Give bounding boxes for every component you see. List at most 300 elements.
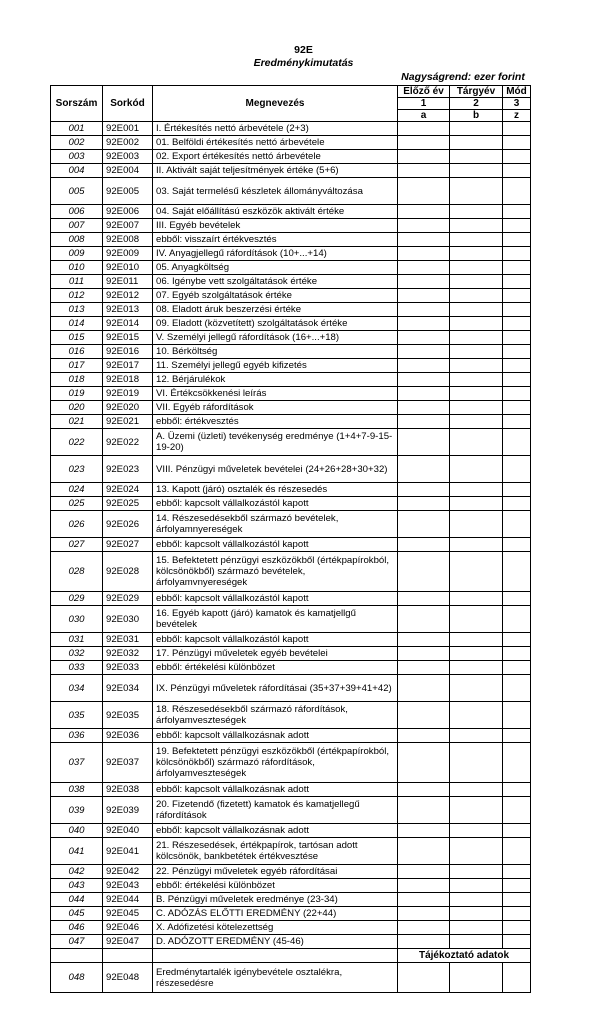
value-current-year-cell[interactable] xyxy=(450,538,503,552)
row-description: 22. Pénzügyi műveletek egyéb ráfordításai xyxy=(153,865,398,879)
row-number: 011 xyxy=(51,275,103,289)
row-description: 10. Bérköltség xyxy=(153,345,398,359)
table-row xyxy=(51,675,531,702)
value-previous-year-cell[interactable] xyxy=(398,415,450,429)
value-previous-year-cell[interactable] xyxy=(398,907,450,921)
table-row xyxy=(51,289,531,303)
value-previous-year-cell[interactable] xyxy=(398,178,450,205)
table-row xyxy=(51,219,531,233)
header-row-1 xyxy=(51,86,531,98)
value-mode-cell[interactable] xyxy=(503,743,531,783)
row-number: 036 xyxy=(51,729,103,743)
row-description: ebből: kapcsolt vállalkozásnak adott xyxy=(153,729,398,743)
row-description: VII. Egyéb ráfordítások xyxy=(153,401,398,415)
value-mode-cell[interactable] xyxy=(503,935,531,949)
value-previous-year-cell[interactable] xyxy=(398,552,450,592)
row-number: 023 xyxy=(51,456,103,483)
row-description: IX. Pénzügyi műveletek ráfordításai (35+37+39+41+42) xyxy=(153,675,398,702)
value-current-year-cell[interactable] xyxy=(450,150,503,164)
value-mode-cell[interactable] xyxy=(503,178,531,205)
row-description: VIII. Pénzügyi műveletek bevételei (24+26+28+30+32) xyxy=(153,456,398,483)
value-mode-cell[interactable] xyxy=(503,261,531,275)
value-current-year-cell[interactable] xyxy=(450,963,503,993)
table-row xyxy=(51,552,531,592)
value-mode-cell[interactable] xyxy=(503,661,531,675)
row-description: 17. Pénzügyi műveletek egyéb bevételei xyxy=(153,647,398,661)
row-description: II. Aktivált saját teljesítmények értéke (5+6) xyxy=(153,164,398,178)
value-mode-cell[interactable] xyxy=(503,865,531,879)
value-current-year-cell[interactable] xyxy=(450,415,503,429)
value-current-year-cell[interactable] xyxy=(450,661,503,675)
row-code: 92E042 xyxy=(103,865,153,879)
header-col-previous-year: Előző év xyxy=(398,86,450,98)
row-description: 19. Befektetett pénzügyi eszközökből (értékpapírokból, kölcsönökből) származó ráfordítások, árfolyamveszteségek xyxy=(153,743,398,783)
value-current-year-cell[interactable] xyxy=(450,743,503,783)
row-description: B. Pénzügyi műveletek eredménye (23-34) xyxy=(153,893,398,907)
table-row xyxy=(51,303,531,317)
table-row xyxy=(51,797,531,824)
value-mode-cell[interactable] xyxy=(503,247,531,261)
value-previous-year-cell[interactable] xyxy=(398,497,450,511)
value-previous-year-cell[interactable] xyxy=(398,865,450,879)
row-code: 92E014 xyxy=(103,317,153,331)
value-previous-year-cell[interactable] xyxy=(398,429,450,456)
row-number: 040 xyxy=(51,824,103,838)
row-code: 92E023 xyxy=(103,456,153,483)
row-code: 92E036 xyxy=(103,729,153,743)
value-current-year-cell[interactable] xyxy=(450,303,503,317)
table-row xyxy=(51,401,531,415)
header-megnevezes: Megnevezés xyxy=(153,86,398,122)
row-description: ebből: értékelési különbözet xyxy=(153,879,398,893)
value-previous-year-cell[interactable] xyxy=(398,702,450,729)
value-mode-cell[interactable] xyxy=(503,824,531,838)
table-row xyxy=(51,921,531,935)
value-previous-year-cell[interactable] xyxy=(398,205,450,219)
row-description: 06. Igénybe vett szolgáltatások értéke xyxy=(153,275,398,289)
table-row xyxy=(51,963,531,993)
value-previous-year-cell[interactable] xyxy=(398,592,450,606)
row-number: 038 xyxy=(51,783,103,797)
row-number: 021 xyxy=(51,415,103,429)
value-previous-year-cell[interactable] xyxy=(398,275,450,289)
header-sorszam: Sorszám xyxy=(51,86,103,122)
row-code: 92E043 xyxy=(103,879,153,893)
row-number: 024 xyxy=(51,483,103,497)
value-current-year-cell[interactable] xyxy=(450,122,503,136)
row-code: 92E019 xyxy=(103,387,153,401)
row-number: 028 xyxy=(51,552,103,592)
value-previous-year-cell[interactable] xyxy=(398,538,450,552)
header-num-1: 1 xyxy=(398,98,450,110)
value-previous-year-cell[interactable] xyxy=(398,797,450,824)
value-previous-year-cell[interactable] xyxy=(398,483,450,497)
table-row xyxy=(51,893,531,907)
value-current-year-cell[interactable] xyxy=(450,606,503,633)
value-current-year-cell[interactable] xyxy=(450,633,503,647)
value-previous-year-cell[interactable] xyxy=(398,783,450,797)
row-code: 92E002 xyxy=(103,136,153,150)
value-current-year-cell[interactable] xyxy=(450,702,503,729)
value-current-year-cell[interactable] xyxy=(450,261,503,275)
table-row xyxy=(51,497,531,511)
header-num-2: 2 xyxy=(450,98,503,110)
value-mode-cell[interactable] xyxy=(503,233,531,247)
value-mode-cell[interactable] xyxy=(503,164,531,178)
table-row xyxy=(51,359,531,373)
row-description: ebből: kapcsolt vállalkozásnak adott xyxy=(153,783,398,797)
row-description: ebből: értékelési különbözet xyxy=(153,661,398,675)
value-previous-year-cell[interactable] xyxy=(398,661,450,675)
row-number: 016 xyxy=(51,345,103,359)
row-number: 012 xyxy=(51,289,103,303)
value-current-year-cell[interactable] xyxy=(450,592,503,606)
row-number: 035 xyxy=(51,702,103,729)
value-current-year-cell[interactable] xyxy=(450,824,503,838)
table-row xyxy=(51,178,531,205)
row-description: A. Üzemi (üzleti) tevékenység eredménye (1+4+7-9-15-19-20) xyxy=(153,429,398,456)
value-previous-year-cell[interactable] xyxy=(398,879,450,893)
value-previous-year-cell[interactable] xyxy=(398,247,450,261)
table-row xyxy=(51,865,531,879)
value-mode-cell[interactable] xyxy=(503,606,531,633)
row-code: 92E028 xyxy=(103,552,153,592)
row-code: 92E017 xyxy=(103,359,153,373)
value-previous-year-cell[interactable] xyxy=(398,373,450,387)
table-row xyxy=(51,606,531,633)
row-code: 92E032 xyxy=(103,647,153,661)
row-description: III. Egyéb bevételek xyxy=(153,219,398,233)
row-number: 025 xyxy=(51,497,103,511)
row-code: 92E048 xyxy=(103,963,153,993)
value-current-year-cell[interactable] xyxy=(450,178,503,205)
row-description: 02. Export értékesítés nettó árbevétele xyxy=(153,150,398,164)
table-row xyxy=(51,122,531,136)
value-previous-year-cell[interactable] xyxy=(398,963,450,993)
value-previous-year-cell[interactable] xyxy=(398,633,450,647)
row-number: 022 xyxy=(51,429,103,456)
row-code: 92E006 xyxy=(103,205,153,219)
value-previous-year-cell[interactable] xyxy=(398,219,450,233)
value-mode-cell[interactable] xyxy=(503,963,531,993)
value-previous-year-cell[interactable] xyxy=(398,331,450,345)
value-mode-cell[interactable] xyxy=(503,303,531,317)
value-mode-cell[interactable] xyxy=(503,511,531,538)
row-number: 047 xyxy=(51,935,103,949)
value-previous-year-cell[interactable] xyxy=(398,136,450,150)
row-number: 043 xyxy=(51,879,103,893)
value-current-year-cell[interactable] xyxy=(450,219,503,233)
value-previous-year-cell[interactable] xyxy=(398,303,450,317)
value-current-year-cell[interactable] xyxy=(450,345,503,359)
row-description: 03. Saját termelésű készletek állományváltozása xyxy=(153,178,398,205)
value-previous-year-cell[interactable] xyxy=(398,606,450,633)
table-row xyxy=(51,373,531,387)
value-previous-year-cell[interactable] xyxy=(398,150,450,164)
table-row xyxy=(51,538,531,552)
row-code: 92E004 xyxy=(103,164,153,178)
row-number: 044 xyxy=(51,893,103,907)
value-mode-cell[interactable] xyxy=(503,289,531,303)
value-current-year-cell[interactable] xyxy=(450,289,503,303)
row-number: 029 xyxy=(51,592,103,606)
value-mode-cell[interactable] xyxy=(503,401,531,415)
value-previous-year-cell[interactable] xyxy=(398,824,450,838)
row-number: 027 xyxy=(51,538,103,552)
value-mode-cell[interactable] xyxy=(503,675,531,702)
info-header-row xyxy=(51,949,531,963)
value-mode-cell[interactable] xyxy=(503,647,531,661)
value-previous-year-cell[interactable] xyxy=(398,317,450,331)
row-number: 037 xyxy=(51,743,103,783)
value-mode-cell[interactable] xyxy=(503,359,531,373)
value-previous-year-cell[interactable] xyxy=(398,387,450,401)
value-mode-cell[interactable] xyxy=(503,538,531,552)
table-row xyxy=(51,429,531,456)
value-mode-cell[interactable] xyxy=(503,729,531,743)
row-description: 21. Részesedések, értékpapírok, tartósan adott kölcsönök, bankbetétek értékvesztése xyxy=(153,838,398,865)
table-row xyxy=(51,838,531,865)
row-description: X. Adófizetési kötelezettség xyxy=(153,921,398,935)
value-mode-cell[interactable] xyxy=(503,429,531,456)
value-previous-year-cell[interactable] xyxy=(398,401,450,415)
row-number: 042 xyxy=(51,865,103,879)
row-code: 92E040 xyxy=(103,824,153,838)
row-code: 92E022 xyxy=(103,429,153,456)
row-code: 92E031 xyxy=(103,633,153,647)
value-previous-year-cell[interactable] xyxy=(398,743,450,783)
form-code: 92E xyxy=(294,44,313,56)
value-mode-cell[interactable] xyxy=(503,797,531,824)
value-current-year-cell[interactable] xyxy=(450,783,503,797)
row-code: 92E007 xyxy=(103,219,153,233)
row-code: 92E001 xyxy=(103,122,153,136)
value-previous-year-cell[interactable] xyxy=(398,675,450,702)
row-code: 92E046 xyxy=(103,921,153,935)
table-row xyxy=(51,205,531,219)
header-col-mode: Mód xyxy=(503,86,531,98)
row-number: 006 xyxy=(51,205,103,219)
table-row xyxy=(51,331,531,345)
value-previous-year-cell[interactable] xyxy=(398,122,450,136)
value-current-year-cell[interactable] xyxy=(450,552,503,592)
row-code: 92E034 xyxy=(103,675,153,702)
empty-cell xyxy=(103,949,153,963)
value-mode-cell[interactable] xyxy=(503,483,531,497)
row-description: ebből: kapcsolt vállalkozástól kapott xyxy=(153,592,398,606)
value-mode-cell[interactable] xyxy=(503,331,531,345)
row-code: 92E030 xyxy=(103,606,153,633)
table-row xyxy=(51,907,531,921)
row-code: 92E009 xyxy=(103,247,153,261)
value-mode-cell[interactable] xyxy=(503,205,531,219)
value-current-year-cell[interactable] xyxy=(450,511,503,538)
header-letter-b: b xyxy=(450,110,503,122)
value-previous-year-cell[interactable] xyxy=(398,893,450,907)
value-current-year-cell[interactable] xyxy=(450,317,503,331)
table-row xyxy=(51,783,531,797)
row-code: 92E003 xyxy=(103,150,153,164)
value-mode-cell[interactable] xyxy=(503,275,531,289)
value-previous-year-cell[interactable] xyxy=(398,935,450,949)
table-row xyxy=(51,661,531,675)
row-number: 009 xyxy=(51,247,103,261)
value-mode-cell[interactable] xyxy=(503,633,531,647)
value-previous-year-cell[interactable] xyxy=(398,289,450,303)
value-current-year-cell[interactable] xyxy=(450,247,503,261)
value-current-year-cell[interactable] xyxy=(450,675,503,702)
row-code: 92E011 xyxy=(103,275,153,289)
value-mode-cell[interactable] xyxy=(503,552,531,592)
table-row xyxy=(51,247,531,261)
value-current-year-cell[interactable] xyxy=(450,838,503,865)
row-number: 007 xyxy=(51,219,103,233)
row-number: 045 xyxy=(51,907,103,921)
value-current-year-cell[interactable] xyxy=(450,233,503,247)
value-previous-year-cell[interactable] xyxy=(398,838,450,865)
row-description: 05. Anyagköltség xyxy=(153,261,398,275)
value-current-year-cell[interactable] xyxy=(450,893,503,907)
value-mode-cell[interactable] xyxy=(503,136,531,150)
value-previous-year-cell[interactable] xyxy=(398,261,450,275)
value-current-year-cell[interactable] xyxy=(450,331,503,345)
table-row xyxy=(51,824,531,838)
row-code: 92E037 xyxy=(103,743,153,783)
row-code: 92E010 xyxy=(103,261,153,275)
row-description: ebből: visszaírt értékvesztés xyxy=(153,233,398,247)
row-number: 046 xyxy=(51,921,103,935)
table-row xyxy=(51,233,531,247)
unit-label: Nagyságrend: ezer forint xyxy=(401,71,525,83)
row-description: V. Személyi jellegű ráfordítások (16+...+18) xyxy=(153,331,398,345)
value-mode-cell[interactable] xyxy=(503,783,531,797)
header-col-current-year: Tárgyév xyxy=(450,86,503,98)
row-number: 031 xyxy=(51,633,103,647)
value-current-year-cell[interactable] xyxy=(450,483,503,497)
value-previous-year-cell[interactable] xyxy=(398,345,450,359)
row-description: 13. Kapott (járó) osztalék és részesedés xyxy=(153,483,398,497)
table-row xyxy=(51,592,531,606)
row-code: 92E021 xyxy=(103,415,153,429)
row-number: 019 xyxy=(51,387,103,401)
row-description: ebből: kapcsolt vállalkozástól kapott xyxy=(153,633,398,647)
row-code: 92E016 xyxy=(103,345,153,359)
value-current-year-cell[interactable] xyxy=(450,935,503,949)
value-previous-year-cell[interactable] xyxy=(398,729,450,743)
row-code: 92E038 xyxy=(103,783,153,797)
row-number: 034 xyxy=(51,675,103,702)
value-mode-cell[interactable] xyxy=(503,497,531,511)
value-mode-cell[interactable] xyxy=(503,345,531,359)
value-current-year-cell[interactable] xyxy=(450,205,503,219)
value-current-year-cell[interactable] xyxy=(450,907,503,921)
row-description: VI. Értékcsökkenési leírás xyxy=(153,387,398,401)
row-description: 01. Belföldi értékesítés nettó árbevétele xyxy=(153,136,398,150)
value-mode-cell[interactable] xyxy=(503,415,531,429)
value-mode-cell[interactable] xyxy=(503,893,531,907)
table-row xyxy=(51,387,531,401)
row-number: 033 xyxy=(51,661,103,675)
value-current-year-cell[interactable] xyxy=(450,879,503,893)
row-number: 039 xyxy=(51,797,103,824)
value-current-year-cell[interactable] xyxy=(450,387,503,401)
row-description: 15. Befektetett pénzügyi eszközökből (értékpapírokból, kölcsönökből) származó bevételek, árfolyamvnyereségek xyxy=(153,552,398,592)
value-mode-cell[interactable] xyxy=(503,879,531,893)
row-description: Eredménytartalék igénybevétele osztalékra, részesedésre xyxy=(153,963,398,993)
value-current-year-cell[interactable] xyxy=(450,359,503,373)
value-mode-cell[interactable] xyxy=(503,921,531,935)
row-description: 12. Bérjárulékok xyxy=(153,373,398,387)
value-previous-year-cell[interactable] xyxy=(398,456,450,483)
value-mode-cell[interactable] xyxy=(503,150,531,164)
row-number: 004 xyxy=(51,164,103,178)
value-previous-year-cell[interactable] xyxy=(398,647,450,661)
value-mode-cell[interactable] xyxy=(503,317,531,331)
value-current-year-cell[interactable] xyxy=(450,797,503,824)
value-current-year-cell[interactable] xyxy=(450,647,503,661)
value-current-year-cell[interactable] xyxy=(450,401,503,415)
value-current-year-cell[interactable] xyxy=(450,865,503,879)
value-current-year-cell[interactable] xyxy=(450,275,503,289)
row-code: 92E018 xyxy=(103,373,153,387)
value-current-year-cell[interactable] xyxy=(450,729,503,743)
value-mode-cell[interactable] xyxy=(503,838,531,865)
row-code: 92E020 xyxy=(103,401,153,415)
value-mode-cell[interactable] xyxy=(503,219,531,233)
row-code: 92E027 xyxy=(103,538,153,552)
row-number: 002 xyxy=(51,136,103,150)
value-mode-cell[interactable] xyxy=(503,373,531,387)
table-row xyxy=(51,275,531,289)
value-current-year-cell[interactable] xyxy=(450,456,503,483)
value-current-year-cell[interactable] xyxy=(450,497,503,511)
row-description: D. ADÓZOTT EREDMÉNY (45-46) xyxy=(153,935,398,949)
table-row xyxy=(51,483,531,497)
table-row xyxy=(51,150,531,164)
value-previous-year-cell[interactable] xyxy=(398,164,450,178)
row-description: 14. Részesedésekből származó bevételek, árfolyamnyereségek xyxy=(153,511,398,538)
value-mode-cell[interactable] xyxy=(503,907,531,921)
value-previous-year-cell[interactable] xyxy=(398,233,450,247)
value-current-year-cell[interactable] xyxy=(450,921,503,935)
value-previous-year-cell[interactable] xyxy=(398,511,450,538)
header-num-3: 3 xyxy=(503,98,531,110)
value-current-year-cell[interactable] xyxy=(450,429,503,456)
value-current-year-cell[interactable] xyxy=(450,164,503,178)
value-mode-cell[interactable] xyxy=(503,122,531,136)
row-code: 92E039 xyxy=(103,797,153,824)
row-number: 041 xyxy=(51,838,103,865)
value-mode-cell[interactable] xyxy=(503,456,531,483)
value-current-year-cell[interactable] xyxy=(450,136,503,150)
row-number: 020 xyxy=(51,401,103,415)
table-row xyxy=(51,633,531,647)
table-row xyxy=(51,743,531,783)
form-title: Eredménykimutatás xyxy=(253,57,354,69)
value-previous-year-cell[interactable] xyxy=(398,921,450,935)
value-previous-year-cell[interactable] xyxy=(398,359,450,373)
value-mode-cell[interactable] xyxy=(503,702,531,729)
row-code: 92E029 xyxy=(103,592,153,606)
row-code: 92E012 xyxy=(103,289,153,303)
value-mode-cell[interactable] xyxy=(503,387,531,401)
value-mode-cell[interactable] xyxy=(503,592,531,606)
info-section-label: Tájékoztató adatok xyxy=(398,949,531,963)
value-current-year-cell[interactable] xyxy=(450,373,503,387)
row-description: 09. Eladott (közvetített) szolgáltatások értéke xyxy=(153,317,398,331)
table-row xyxy=(51,729,531,743)
table-row xyxy=(51,317,531,331)
